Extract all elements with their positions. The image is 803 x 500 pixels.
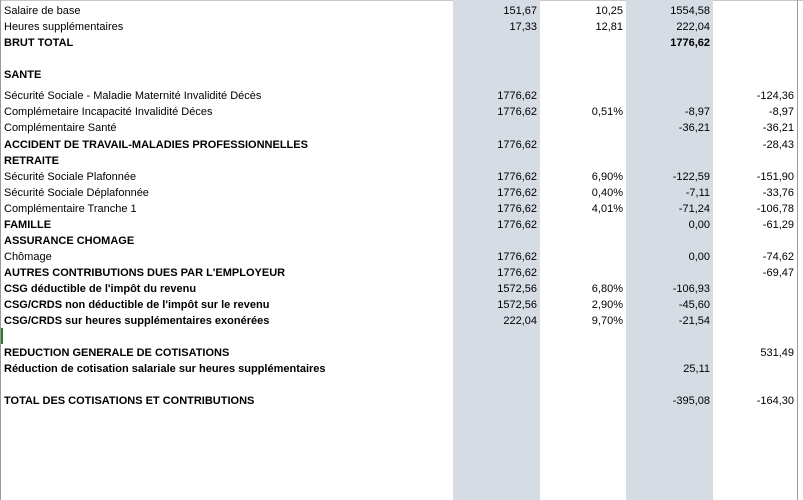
value-cell-c3[interactable]: 25,11 <box>683 363 710 375</box>
row-label-cell[interactable]: TOTAL DES COTISATIONS ET CONTRIBUTIONS <box>4 395 255 407</box>
row-label-cell[interactable]: SANTE <box>4 69 42 81</box>
row-label-cell[interactable]: Sécurité Sociale - Maladie Maternité Invalidité Décès <box>4 90 262 102</box>
value-cell-c2[interactable]: 10,25 <box>595 5 623 17</box>
value-cell-c3[interactable]: 222,04 <box>676 21 710 33</box>
value-cell-c2[interactable]: 9,70% <box>591 315 623 327</box>
table-row <box>0 281 803 297</box>
table-row <box>0 153 803 169</box>
value-cell-c1[interactable]: 1776,62 <box>497 251 537 263</box>
value-cell-c1[interactable]: 222,04 <box>503 315 537 327</box>
cell-cursor <box>1 328 3 344</box>
row-label-cell[interactable]: FAMILLE <box>4 219 52 231</box>
table-row <box>0 297 803 313</box>
value-cell-c2[interactable]: 2,90% <box>591 299 623 311</box>
value-cell-c1[interactable]: 1776,62 <box>497 106 537 118</box>
value-cell-c3[interactable]: -8,97 <box>684 106 710 118</box>
value-cell-c1[interactable]: 1776,62 <box>497 171 537 183</box>
value-cell-c3[interactable]: 1554,58 <box>670 5 710 17</box>
table-row <box>0 67 803 83</box>
table-row <box>0 35 803 51</box>
row-label-cell[interactable]: BRUT TOTAL <box>4 37 74 49</box>
value-cell-c3[interactable]: -395,08 <box>672 395 710 407</box>
value-cell-c2[interactable]: 0,51% <box>591 106 623 118</box>
value-cell-c2[interactable]: 0,40% <box>591 187 623 199</box>
value-cell-c3[interactable]: 1776,62 <box>670 37 710 49</box>
value-cell-c3[interactable]: -7,11 <box>685 187 710 199</box>
value-cell-c4[interactable]: -151,90 <box>756 171 794 183</box>
table-row <box>0 169 803 185</box>
row-label-cell[interactable]: CSG déductible de l'impôt du revenu <box>4 283 197 295</box>
row-label-cell[interactable]: ASSURANCE CHOMAGE <box>4 235 135 247</box>
value-cell-c1[interactable]: 1776,62 <box>497 203 537 215</box>
value-cell-c3[interactable]: 0,00 <box>688 219 710 231</box>
table-row <box>0 185 803 201</box>
value-cell-c3[interactable]: -71,24 <box>678 203 710 215</box>
value-cell-c4[interactable]: -33,76 <box>762 187 794 199</box>
table-row <box>0 137 803 153</box>
value-cell-c2[interactable]: 6,90% <box>591 171 623 183</box>
value-cell-c1[interactable]: 1572,56 <box>497 299 537 311</box>
value-cell-c2[interactable]: 12,81 <box>595 21 623 33</box>
value-cell-c3[interactable]: -122,59 <box>672 171 710 183</box>
row-label-cell[interactable]: ACCIDENT DE TRAVAIL-MALADIES PROFESSIONNELLES <box>4 139 308 151</box>
value-cell-c1[interactable]: 151,67 <box>503 5 537 17</box>
value-cell-c4[interactable]: -28,43 <box>762 139 794 151</box>
table-row <box>0 249 803 265</box>
value-cell-c4[interactable]: -69,47 <box>762 267 794 279</box>
value-cell-c4[interactable]: -124,36 <box>756 90 794 102</box>
row-label-cell[interactable]: RETRAITE <box>4 155 59 167</box>
table-row <box>0 361 803 377</box>
value-cell-c3[interactable]: -21,54 <box>678 315 710 327</box>
value-cell-c3[interactable]: -36,21 <box>678 122 710 134</box>
row-label-cell[interactable]: Réduction de cotisation salariale sur heures supplémentaires <box>4 363 326 375</box>
value-cell-c4[interactable]: -36,21 <box>762 122 794 134</box>
table-row <box>0 345 803 361</box>
row-label-cell[interactable]: Complémetaire Incapacité Invalidité Déces <box>4 106 213 118</box>
table-row <box>0 217 803 233</box>
value-cell-c1[interactable]: 1776,62 <box>497 139 537 151</box>
row-label-cell[interactable]: CSG/CRDS sur heures supplémentaires exonérées <box>4 315 270 327</box>
table-row <box>0 120 803 136</box>
value-cell-c1[interactable]: 1776,62 <box>497 219 537 231</box>
value-cell-c2[interactable]: 6,80% <box>591 283 623 295</box>
table-row <box>0 201 803 217</box>
row-label-cell[interactable]: Chômage <box>4 251 52 263</box>
value-cell-c1[interactable]: 1776,62 <box>497 267 537 279</box>
row-label-cell[interactable]: Complémentaire Tranche 1 <box>4 203 137 215</box>
table-row <box>0 393 803 409</box>
table-row <box>0 19 803 35</box>
row-label-cell[interactable]: Sécurité Sociale Déplafonnée <box>4 187 149 199</box>
row-label-cell[interactable]: REDUCTION GENERALE DE COTISATIONS <box>4 347 230 359</box>
row-label-cell[interactable]: Salaire de base <box>4 5 81 17</box>
value-cell-c4[interactable]: -8,97 <box>768 106 794 118</box>
value-cell-c4[interactable]: -106,78 <box>756 203 794 215</box>
value-cell-c1[interactable]: 1776,62 <box>497 90 537 102</box>
value-cell-c4[interactable]: -61,29 <box>762 219 794 231</box>
table-row <box>0 233 803 249</box>
row-label-cell[interactable]: CSG/CRDS non déductible de l'impôt sur le revenu <box>4 299 270 311</box>
value-cell-c2[interactable]: 4,01% <box>591 203 623 215</box>
table-row <box>0 104 803 120</box>
table-row <box>0 313 803 329</box>
value-cell-c1[interactable]: 1776,62 <box>497 187 537 199</box>
row-label-cell[interactable]: AUTRES CONTRIBUTIONS DUES PAR L'EMPLOYEUR <box>4 267 286 279</box>
value-cell-c3[interactable]: -45,60 <box>678 299 710 311</box>
value-cell-c3[interactable]: 0,00 <box>688 251 710 263</box>
value-cell-c4[interactable]: -164,30 <box>756 395 794 407</box>
value-cell-c1[interactable]: 17,33 <box>509 21 537 33</box>
row-label-cell[interactable]: Heures supplémentaires <box>4 21 124 33</box>
value-cell-c1[interactable]: 1572,56 <box>497 283 537 295</box>
row-label-cell[interactable]: Complémentaire Santé <box>4 122 117 134</box>
value-cell-c3[interactable]: -106,93 <box>672 283 710 295</box>
table-row <box>0 3 803 19</box>
table-row <box>0 88 803 104</box>
value-cell-c4[interactable]: 531,49 <box>760 347 794 359</box>
row-label-cell[interactable]: Sécurité Sociale Plafonnée <box>4 171 137 183</box>
table-row <box>0 265 803 281</box>
value-cell-c4[interactable]: -74,62 <box>762 251 794 263</box>
